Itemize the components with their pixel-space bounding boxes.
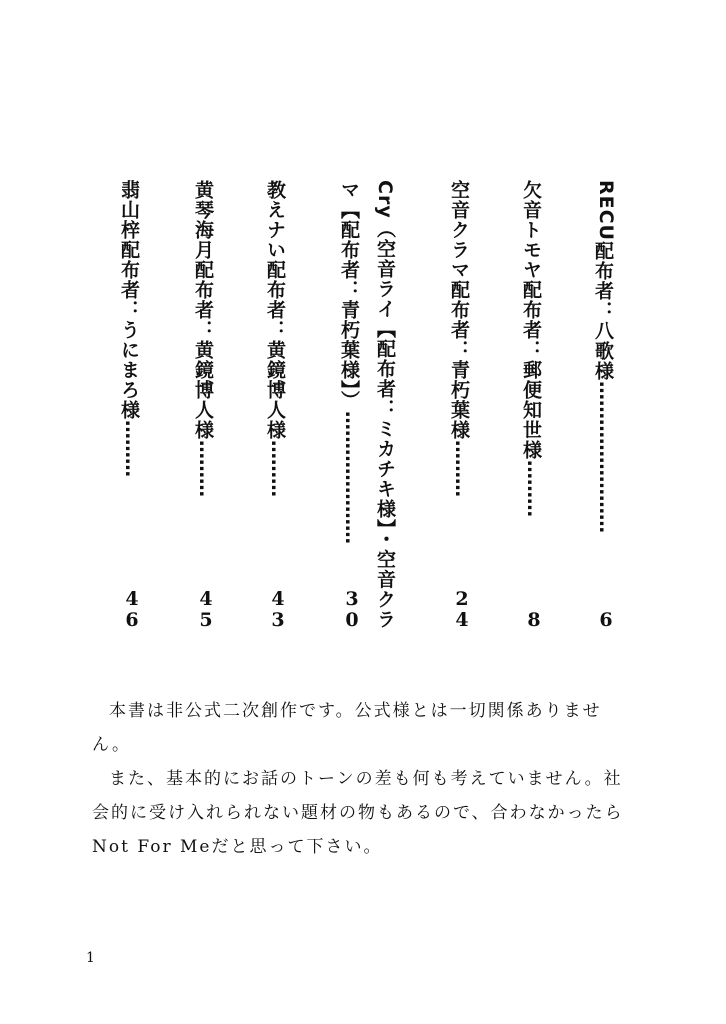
toc-title: 黄琴海月 (192, 180, 214, 260)
toc-title: 教えナい (264, 180, 286, 260)
toc-dots: ……… (195, 440, 217, 497)
toc-entry-cry[interactable] (372, 180, 399, 630)
disclaimer-paragraph: また、基本的にお話のトーンの差も何も考えていません。社会的に受け入れられない題材の物もあるので、合わなかったらNot For Meだと思って下さい。 (92, 769, 624, 857)
toc-entry-oshienai[interactable] (262, 180, 289, 630)
toc-dots: ……… (267, 440, 289, 497)
toc-entry-recu[interactable] (590, 180, 617, 630)
toc-author: 配布者：うにまろ様 (118, 240, 140, 420)
toc-author: 配布者：八歌様 (592, 240, 614, 381)
toc-title-line2: マ【配布者：青朽葉様】） (338, 180, 360, 411)
toc-author: 配布者：黄鏡博人様 (192, 260, 214, 440)
toc-title: 空音クラマ (448, 180, 470, 280)
toc-title: 欠音トモヤ (520, 180, 542, 280)
disclaimer-notes (92, 694, 632, 864)
toc-page-number: 24 (451, 588, 473, 630)
toc-dots: …………………… (595, 380, 617, 533)
toc-author: 配布者：郵便知世様 (520, 280, 542, 460)
toc-dots: ……… (523, 460, 545, 517)
table-of-contents (90, 180, 650, 640)
toc-dots: ……… (451, 440, 473, 497)
toc-page-number: 8 (523, 609, 545, 630)
toc-page-number: 45 (195, 588, 217, 630)
toc-page-number: 46 (121, 588, 143, 630)
toc-entry-azusa[interactable] (116, 180, 143, 630)
toc-dots: ………………… (341, 410, 363, 544)
toc-title: RECU (595, 180, 617, 241)
toc-page-number: 43 (267, 588, 289, 630)
disclaimer-paragraph: 本書は非公式二次創作です。公式様とは一切関係ありません。 (92, 701, 602, 755)
toc-page-number: 30 (341, 588, 363, 630)
page-number: 1 (86, 950, 95, 966)
toc-author: 配布者：青朽葉様 (448, 280, 470, 440)
toc-page-number: 6 (595, 609, 617, 630)
toc-title: Cry（空音ライ (374, 180, 396, 319)
toc-entry-kurage[interactable] (190, 180, 217, 630)
toc-entry-tomoya[interactable] (518, 180, 545, 630)
toc-title: 翡山梓 (118, 180, 140, 240)
toc-title-continued: 【配布者：ミカチキ様】・空音クラ (374, 318, 396, 630)
toc-author: 配布者：黄鏡博人様 (264, 260, 286, 440)
toc-entry-cry-line2[interactable] (336, 180, 363, 630)
toc-dots: ……… (121, 420, 143, 477)
toc-entry-kurama[interactable] (446, 180, 473, 630)
